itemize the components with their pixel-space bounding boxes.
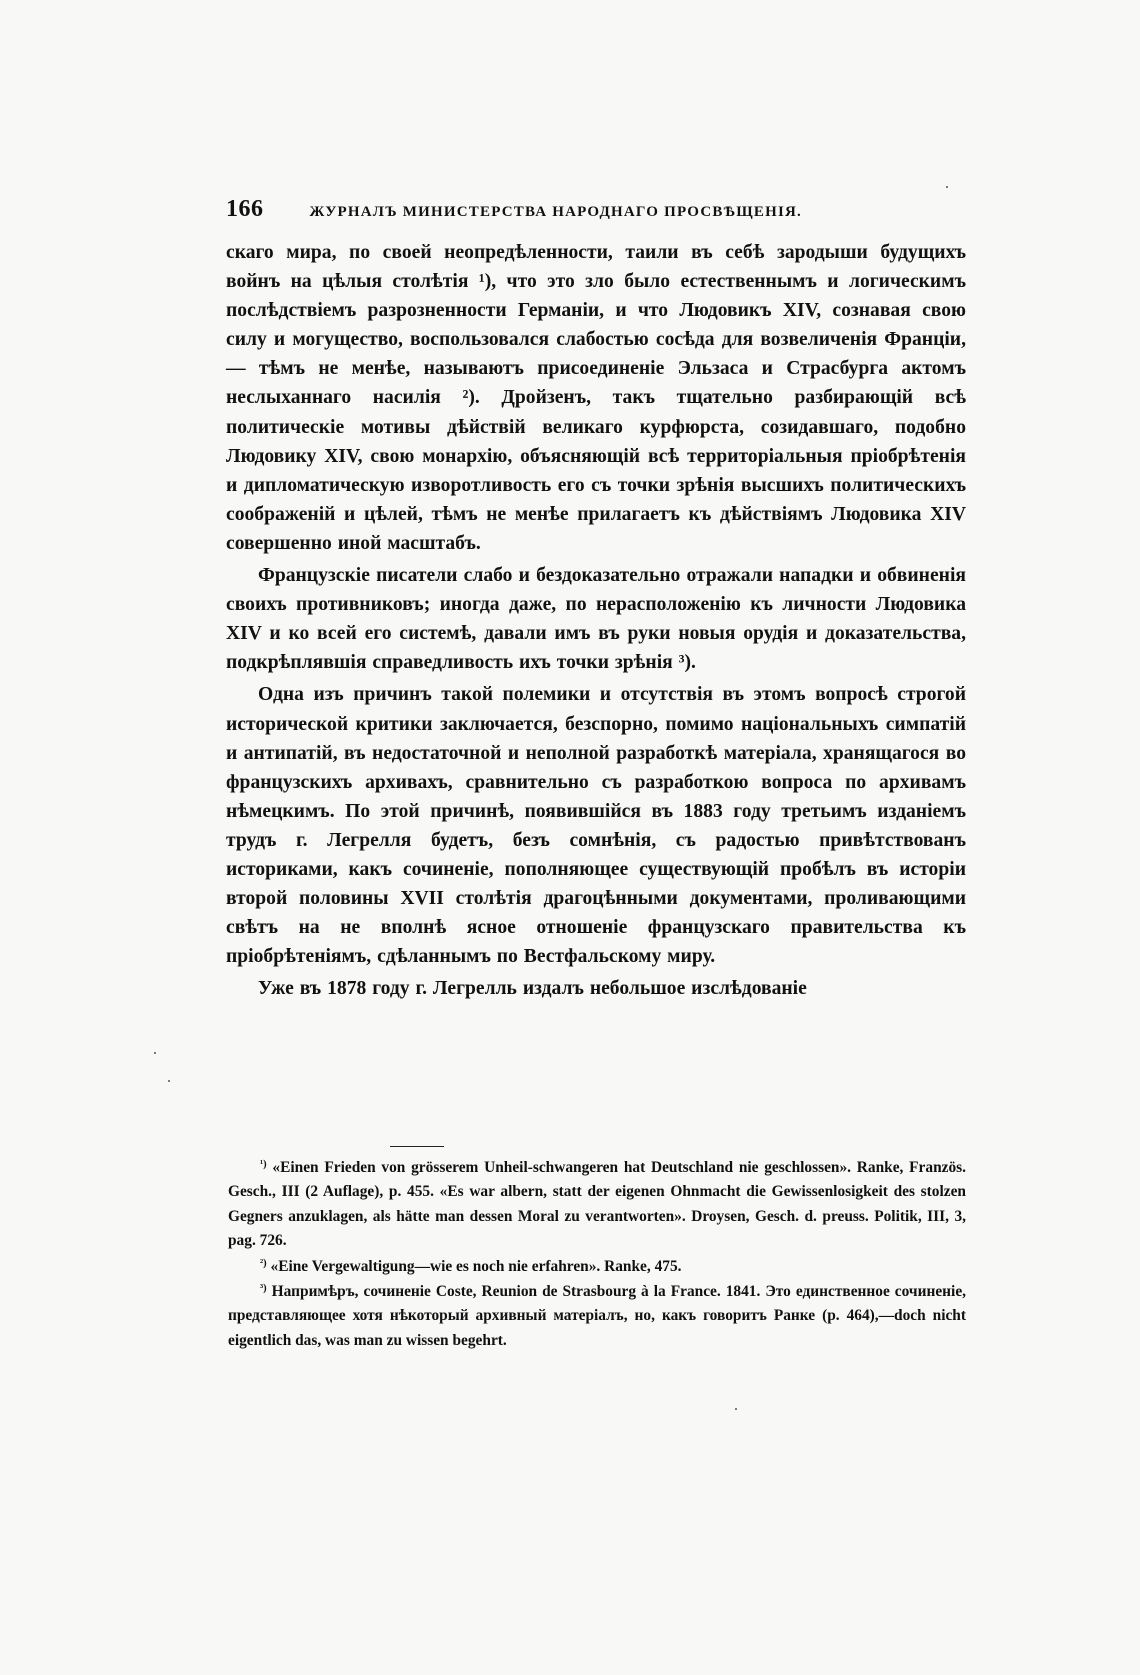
footnote-text: «Eine Vergewaltigung—wie es noch nie erfahren». Ranke, 475. [270,1257,682,1275]
paragraph: Французскіе писатели слабо и бездоказательно отражали нападки и обвиненія своихъ противниковъ; иногда даже, по нерасположенію къ личности Людовика XIV и ко всей его системѣ, давали имъ въ руки новыя орудія и доказательства, подкрѣплявшія справедливость ихъ точки зрѣнія ³). [226,565,966,674]
scan-speck [154,1052,156,1054]
footnote [228,1156,966,1254]
footnote-mark: ²) [260,1257,267,1269]
running-title: ЖУРНАЛЪ МИНИСТЕРСТВА НАРОДНАГО ПРОСВѢЩЕНІЯ. [309,204,802,220]
footnote-mark: ¹) [260,1159,267,1170]
footnote [228,1280,966,1353]
scan-speck [946,186,948,188]
paragraph: Уже въ 1878 году г. Легрелль издалъ небольшое изслѣдованіе [258,978,807,1000]
footnotes [228,1156,966,1354]
paragraph: скаго мира, по своей неопредѣленности, таили въ себѣ зародыши будущихъ войнъ на цѣлыя столѣтія ¹), что это зло было естественнымъ и логическимъ послѣдствіемъ разрозненности Германіи, и что Людовикъ XIV, сознавая свою силу и могущество, воспользовался слабостью сосѣда для возвеличенія Франціи, — тѣмъ не менѣе, называютъ присоединеніе Эльзаса и Страсбурга актомъ неслыханнаго насилія ²). Дройзенъ, такъ тщательно разбирающій всѣ политическіе мотивы дѣйствій великаго курфюрста, созидавшаго, подобно Людовику XIV, свою монархію, объясняющій всѣ территоріальныя пріобрѣтенія и дипломатическую изворотливость его съ точки зрѣнія высшихъ политическихъ соображеній и цѣлей, тѣмъ не менѣе прилагаетъ къ дѣйствіямъ Людовика XIV совершенно иной масштабъ. [226,242,966,554]
footnote [228,1255,966,1279]
paragraph: Одна изъ причинъ такой полемики и отсутствія въ этомъ вопросѣ строгой исторической критики заключается, безспорно, помимо національныхъ симпатій и антипатій, въ недостаточной и неполной разработкѣ матеріала, хранящагося во французскихъ архивахъ, сравнительно съ разработкою вопроса по архивамъ нѣмецкимъ. По этой причинѣ, появившійся въ 1883 году третьимъ изданіемъ трудъ г. Легрелля будетъ, безъ сомнѣнія, съ радостью привѣтствованъ историками, какъ сочиненіе, пополняющее существующій пробѣлъ въ исторіи второй половины XVII столѣтія драгоцѣнными документами, проливающими свѣтъ на не вполнѣ ясное отношеніе французскаго правительства къ пріобрѣтеніямъ, сдѣланнымъ по Вестфальскому миру. [226,684,966,968]
footnote-divider [390,1146,444,1147]
footnote-text: «Einen Frieden von grösserem Unheil-schwangeren hat Deutschland nie geschlossen». Ranke, Französ. Gesch., III (2 Auflage), p. 455. «Es war albern, statt der eigenen Ohnmacht die Gewissenlosigkeit des stolzen Gegners anzuklagen, als hätte man dessen Moral zu verantworten». Droysen, Gesch. d. preuss. Politik, III, 3, pag. 726. [228,1159,966,1250]
footnote-text: Напримѣръ, сочиненіе Coste, Reunion de Strasbourg à la France. 1841. Это единственное сочиненіе, представляющее хотя нѣкоторый архивный матеріалъ, но, какъ говоритъ Ранке (p. 464),—doch nicht eigentlich das, was man zu wissen begehrt. [228,1283,966,1349]
scan-speck [168,1080,170,1082]
body-text [226,238,966,1003]
footnote-mark: ³) [260,1283,267,1295]
page-number: 166 [226,196,264,222]
page-header [226,196,966,226]
scan-speck [735,1408,737,1410]
